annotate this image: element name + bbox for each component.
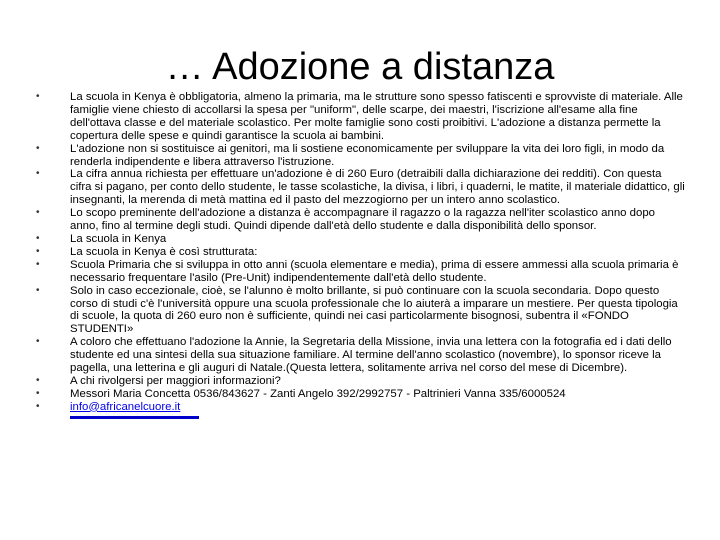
bullet-text: La scuola in Kenya — [70, 232, 167, 245]
bullet-text: Lo scopo preminente dell'adozione a distanza è accompagnare il ragazzo o la ragazza nell'iter scolastico anno dopo anno, fino al termine degli studi. Quindi dipende dall'età dello studente e dalla disponibilità dello sponsor. — [70, 207, 656, 233]
bullet-icon: • — [36, 284, 40, 296]
list-item — [36, 336, 686, 375]
list-item — [36, 285, 686, 337]
bullet-icon: • — [36, 232, 40, 244]
bullet-text: L'adozione non si sostituisce ai genitori, ma li sostiene economicamente per sviluppare la vita dei loro figli, in modo da renderla indipendente e libera attraverso l'istruzione. — [70, 142, 665, 168]
bullet-text: La scuola in Kenya è così strutturata: — [70, 245, 258, 258]
bullet-text: Solo in caso eccezionale, cioè, se l'alunno è molto brillante, si può continuare con la scuola secondaria. Dopo questo corso di studi c'è l'università oppure una scuola professionale che lo aiuterà a imparare un mestiere. Per questa tipologia di scuole, la quota di 260 euro non è sufficiente, quindi nei casi particolarmente bisognosi, subentra il «FONDO STUDENTI» — [70, 284, 678, 336]
bullet-text: A chi rivolgersi per maggiori informazioni? — [70, 374, 281, 387]
bullet-icon: • — [36, 400, 40, 412]
bullet-icon: • — [36, 374, 40, 386]
email-link[interactable]: info@africanelcuore.it — [70, 400, 181, 413]
bullet-text: La cifra annua richiesta per effettuare un'adozione è di 260 Euro (detraibili dalla dichiarazione dei redditi). Con questa cifra si pagano, per conto dello studente, le tasse scolastiche, la divisa, i libri, i quaderni, le matite, il materiale didattico, gli insegnanti, la merenda di metà mattina ed il pasto del mezzogiorno per un intero anno scolastico. — [70, 168, 685, 207]
bullet-icon: • — [36, 336, 40, 348]
bullet-icon: • — [36, 142, 40, 154]
bullet-text: Scuola Primaria che si sviluppa in otto anni (scuola elementare e media), prima di essere ammessi alla scuola primaria è necessario frequentare l'asilo (Pre-Unit) indipendentemente dall'età dello studente. — [70, 258, 679, 284]
bullet-icon: • — [36, 258, 40, 270]
bullet-list — [36, 91, 686, 419]
list-item — [36, 143, 686, 169]
list-item — [36, 91, 686, 143]
list-item — [36, 233, 686, 246]
bullet-text: A coloro che effettuano l'adozione la Annie, la Segretaria della Missione, invia una lettera con la fotografia ed i dati dello studente ed una sintesi della sua situazione familiare. Al termine dell'anno scolastico (novembre), lo sponsor riceve la pagella, una letterina e gli auguri di Natale.(Questa lettera, solitamente arriva nel corso del mese di Dicembre). — [70, 336, 672, 375]
list-item — [36, 388, 686, 401]
bullet-icon: • — [36, 387, 40, 399]
list-item — [36, 375, 686, 388]
list-item — [36, 207, 686, 233]
bullet-icon: • — [36, 245, 40, 257]
link-underline-bar — [70, 416, 199, 419]
list-item — [36, 259, 686, 285]
list-item — [36, 168, 686, 207]
list-item — [36, 246, 686, 259]
bullet-icon: • — [36, 168, 40, 180]
list-item — [36, 401, 686, 419]
bullet-text: La scuola in Kenya è obbligatoria, almeno la primaria, ma le strutture sono spesso fatiscenti e sprovviste di materiale. Alle famiglie viene chiesto di accollarsi la spesa per "uniform", delle scarpe, dei maestri, l'iscrizione all'esame alla fine dell'ottava classe e del materiale scolastico. Per molte famiglie sono costi proibitivi. L'adozione a distanza permette la copertura delle spese e quindi garantisce la scuola ai bambini. — [70, 91, 683, 142]
bullet-icon: • — [36, 207, 40, 219]
bullet-icon: • — [36, 91, 40, 102]
slide-title: … Adozione a distanza — [165, 46, 555, 88]
bullet-text: Messori Maria Concetta 0536/843627 - Zanti Angelo 392/2992757 - Paltrinieri Vanna 335/6000524 — [70, 387, 566, 400]
